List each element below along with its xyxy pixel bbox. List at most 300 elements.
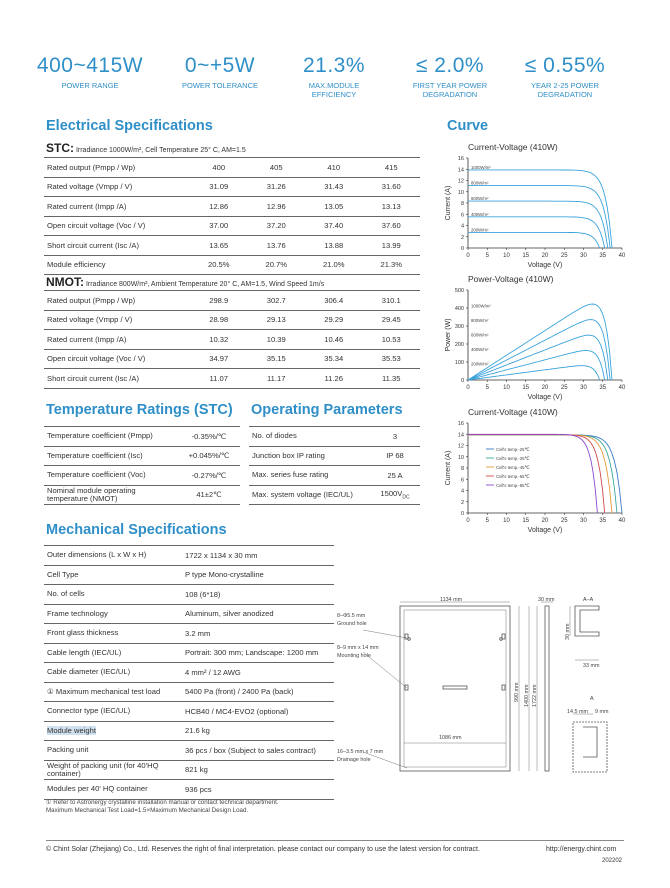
x-tick-label: 10: [503, 518, 510, 524]
spec-cell: 10.53: [363, 330, 421, 350]
param-value-text: Portrait: 300 mm; Landscape: 1200 mm: [185, 648, 319, 658]
param-value-text: P type Mono-crystalline: [185, 570, 264, 580]
y-tick-label: 2: [460, 499, 464, 506]
spec-row-label: Rated current (Impp /A): [44, 197, 190, 217]
operating-title: Operating Parameters: [251, 402, 403, 418]
thickness-dimension: 30 mm: [538, 597, 555, 603]
spec-cell: 31.09: [190, 177, 248, 197]
param-label: [249, 446, 370, 466]
detail-dimension-b: 9 mm: [595, 709, 609, 715]
param-row: [249, 485, 420, 505]
spec-cell: 10.39: [248, 330, 306, 350]
temperature-table: [44, 426, 240, 505]
dimension-1400: 1400 mm: [524, 684, 530, 707]
param-row: [44, 466, 240, 486]
electrical-title: Electrical Specifications: [46, 118, 213, 134]
param-label: [44, 446, 178, 466]
nmot-note: Irradiance 800W/m², Ambient Temperature 20° C, AM=1.5, Wind Speed 1m/s: [85, 281, 325, 288]
param-value-text: Aluminum, silver anodized: [185, 609, 274, 619]
y-tick-label: 300: [454, 324, 464, 330]
inner-width-dimension: 1086 mm: [439, 735, 462, 741]
param-value-text: 108 (6*18): [185, 589, 221, 599]
y-tick-label: 2: [460, 234, 464, 241]
series-label: 400W/m²: [471, 211, 489, 217]
y-tick-label: 12: [457, 443, 464, 450]
key-value-number: 0~+5W: [184, 54, 256, 77]
y-tick-label: 0: [460, 378, 464, 384]
x-tick-label: 25: [560, 518, 568, 524]
series-label: 200W/m²: [471, 227, 489, 233]
operating-table: [249, 426, 420, 505]
param-value: [370, 466, 420, 486]
y-tick-label: 16: [457, 156, 464, 162]
param-value: [182, 760, 334, 780]
param-label-text: Temperature coefficient (Voc): [47, 470, 146, 480]
front-view: [363, 602, 537, 771]
param-label: [44, 643, 182, 663]
param-label: [44, 780, 182, 800]
param-row: [249, 446, 420, 466]
series-label: 600W/m²: [471, 332, 489, 338]
series-line: [468, 332, 608, 380]
param-row: [44, 663, 334, 683]
x-tick-label: 0: [466, 385, 470, 391]
x-tick-label: 20: [541, 518, 549, 524]
x-tick-label: 20: [541, 385, 549, 391]
key-value-1: [160, 54, 280, 90]
spec-cell: 37.20: [248, 216, 306, 236]
param-label-text: Nominal module operating temperature (NMOT): [47, 485, 136, 503]
series-line: [468, 435, 622, 513]
param-label: [249, 466, 370, 486]
param-label: [44, 663, 182, 683]
param-value-text: 936 pcs: [185, 784, 212, 794]
param-value-text: -0.27%/℃: [191, 470, 227, 480]
param-value-text: +0.045%/℃: [188, 451, 230, 461]
spec-row-label: Rated voltage (Vmpp / V): [44, 177, 190, 197]
key-value-0: [30, 54, 150, 90]
spec-cell: 35.15: [248, 349, 306, 369]
x-tick-label: 30: [580, 518, 587, 524]
param-label-text: No. of cells: [47, 589, 85, 599]
x-tick-label: 25: [560, 253, 568, 259]
x-axis-label: Voltage (V): [527, 527, 563, 534]
param-value: [178, 485, 240, 505]
y-tick-label: 8: [460, 466, 464, 472]
spec-cell: 20.5%: [190, 255, 248, 275]
param-label-text: No. of diodes: [252, 431, 297, 441]
spec-cell: 29.45: [363, 310, 421, 330]
param-value-text: 4 mm² / 12 AWG: [185, 667, 241, 677]
param-value: [182, 565, 334, 585]
iv-chart-irradiance: [440, 140, 635, 270]
y-tick-label: 4: [460, 223, 464, 230]
spec-cell: 37.60: [363, 216, 421, 236]
param-value-text: 21.6 kg: [185, 726, 210, 736]
spec-cell: 37.00: [190, 216, 248, 236]
spec-row-label: Rated current (Impp /A): [44, 330, 190, 350]
y-tick-label: 400: [454, 306, 464, 312]
param-row: [44, 485, 240, 505]
param-row: [44, 585, 334, 605]
spec-row: [44, 369, 420, 389]
series-line: [468, 232, 600, 248]
param-value: [182, 663, 334, 683]
x-tick-label: 10: [503, 385, 510, 391]
x-tick-label: 40: [618, 385, 626, 391]
param-value: [370, 446, 420, 466]
series-label: Cell's temp.-45℃: [496, 465, 530, 470]
key-value-label: MAX.MODULE EFFICIENCY: [308, 81, 360, 99]
stc-label: STC:: [46, 141, 74, 155]
y-axis-label: Current (A): [445, 450, 452, 486]
ground-hole-size: 8–Φ5.5 mm: [337, 613, 366, 619]
spec-cell: 21.3%: [363, 255, 421, 275]
param-label-text: Front glass thickness: [47, 628, 119, 638]
spec-cell: 34.97: [190, 349, 248, 369]
key-value-number: 21.3%: [302, 54, 366, 77]
param-label: [44, 721, 182, 741]
param-label: [249, 427, 370, 447]
drainage-hole-size: 16–3.5 mm x 7 mm: [337, 749, 384, 755]
series-line: [468, 201, 608, 248]
pv-chart-irradiance: [440, 272, 635, 404]
y-tick-label: 14: [457, 167, 464, 174]
section-mark: A: [590, 696, 594, 702]
x-tick-label: 15: [522, 385, 530, 391]
key-value-number: 400~415W: [36, 54, 144, 77]
param-label-text: Cable diameter (IEC/UL): [47, 667, 131, 677]
curve-title: Curve: [447, 118, 489, 134]
param-label: [44, 585, 182, 605]
param-row: [44, 682, 334, 702]
mechanical-note: [46, 799, 279, 815]
param-label: [249, 485, 370, 505]
param-row: [249, 427, 420, 447]
param-value-text: IP 68: [386, 451, 404, 461]
mounting-hole-label: Mounting hole: [337, 653, 371, 659]
spec-row-label: Short circuit current (Isc /A): [44, 369, 190, 389]
spec-cell: 12.86: [190, 197, 248, 217]
param-value-text: HCB40 / MC4-EVO2 (optional): [185, 706, 289, 716]
y-tick-label: 6: [460, 477, 464, 484]
dimension-990: 990 mm: [514, 682, 520, 702]
spec-cell: 31.60: [363, 177, 421, 197]
series-label: Cell's temp.-25℃: [496, 456, 530, 461]
spec-cell: 11.07: [190, 369, 248, 389]
param-value-text: 1500V: [380, 488, 403, 498]
param-label: [44, 604, 182, 624]
param-value: [182, 624, 334, 644]
spec-row: [44, 236, 420, 256]
param-value: [178, 427, 240, 447]
param-row: [44, 565, 334, 585]
param-value: [178, 466, 240, 486]
spec-cell: 11.17: [248, 369, 306, 389]
param-value-text: 25 A: [387, 470, 403, 480]
param-value-text: 3: [392, 431, 398, 441]
key-value-label: YEAR 2-25 POWER DEGRADATION: [531, 81, 599, 99]
param-label: [44, 682, 182, 702]
param-label-text: Outer dimensions (L x W x H): [47, 550, 147, 560]
spec-cell: 10.46: [305, 330, 363, 350]
param-value: [182, 643, 334, 663]
param-value: [182, 546, 334, 566]
y-tick-label: 0: [460, 511, 464, 517]
series-label: Cell's temp.-85℃: [496, 483, 530, 488]
x-tick-label: 20: [541, 253, 549, 259]
spec-cell: 13.65: [190, 236, 248, 256]
param-value-text: 41±2℃: [196, 490, 222, 500]
stc-heading: [46, 141, 246, 155]
series-label: 1000W/m²: [471, 164, 491, 170]
param-label: [44, 741, 182, 761]
series-label: Cell's temp.-25℃: [496, 447, 530, 452]
spec-cell: 12.96: [248, 197, 306, 217]
param-label: [44, 466, 178, 486]
param-value-text: 36 pcs / box (Subject to sales contract): [185, 745, 316, 755]
section-aa-label: A–A: [583, 597, 594, 603]
x-tick-label: 30: [580, 385, 587, 391]
detail-dimension-a: 14.5 mm: [567, 709, 588, 715]
x-tick-label: 10: [503, 253, 510, 259]
x-tick-label: 35: [599, 253, 607, 259]
param-label-text: Max. system voltage (IEC/UL): [252, 489, 353, 499]
spec-row-label: Module efficiency: [44, 255, 190, 275]
spec-cell: 21.0%: [305, 255, 363, 275]
y-axis-label: Power (W): [445, 318, 452, 352]
param-label-text: Connector type (IEC/UL): [47, 706, 131, 716]
spec-cell: 310.1: [363, 291, 421, 311]
chart-title: Current-Voltage (410W): [468, 407, 558, 417]
key-value-label: POWER RANGE: [61, 81, 119, 90]
dimension-1722: 1722 mm: [532, 684, 538, 707]
series-line: [468, 170, 612, 248]
key-value-2: [274, 54, 394, 99]
footer-code: 202202: [602, 858, 623, 864]
param-row: [44, 780, 334, 800]
param-label: [44, 565, 182, 585]
spec-cell: 29.29: [305, 310, 363, 330]
spec-cell: 400: [190, 158, 248, 178]
note-line-2: Maximum Mechanical Test Load=1.5×Maximum Mechanical Design Load.: [46, 807, 249, 814]
series-label: 800W/m²: [471, 318, 489, 324]
footer-url-link[interactable]: http://energy.chint.com: [546, 846, 617, 853]
param-row: [44, 604, 334, 624]
spec-cell: 13.05: [305, 197, 363, 217]
spec-cell: 28.98: [190, 310, 248, 330]
param-label: [44, 702, 182, 722]
key-value-4: [505, 54, 625, 99]
frame-section: [570, 606, 599, 660]
spec-cell: 11.26: [305, 369, 363, 389]
series-line: [468, 435, 617, 513]
spec-row: [44, 197, 420, 217]
x-tick-label: 35: [599, 385, 607, 391]
spec-cell: 31.43: [305, 177, 363, 197]
param-value: [370, 427, 420, 447]
param-label-text: Cell Type: [47, 569, 79, 579]
param-value-text: 821 kg: [185, 765, 208, 775]
spec-row: [44, 216, 420, 236]
y-tick-label: 4: [460, 488, 464, 495]
spec-cell: 35.53: [363, 349, 421, 369]
param-label-text: Cable length (IEC/UL): [47, 647, 122, 657]
spec-cell: 405: [248, 158, 306, 178]
frame-depth-dimension: 33 mm: [583, 663, 600, 669]
x-tick-label: 15: [522, 518, 530, 524]
series-label: 200W/m²: [471, 361, 489, 367]
y-tick-label: 14: [457, 432, 464, 439]
series-label: 1000W/m²: [471, 303, 491, 309]
x-tick-label: 40: [618, 253, 626, 259]
param-value: [182, 741, 334, 761]
spec-row-label: Rated output (Pmpp / Wp): [44, 291, 190, 311]
spec-row-label: Open circuit voltage (Voc / V): [44, 216, 190, 236]
param-value-text: 3.2 mm: [185, 628, 211, 638]
param-value: [182, 585, 334, 605]
spec-cell: 13.13: [363, 197, 421, 217]
y-tick-label: 500: [454, 288, 464, 294]
param-label-text: Module weight: [47, 725, 96, 735]
spec-cell: 35.34: [305, 349, 363, 369]
mechanical-title: Mechanical Specifications: [46, 522, 227, 538]
width-dimension: 1134 mm: [440, 597, 463, 603]
series-label: 600W/m²: [471, 196, 489, 202]
spec-row-label: Rated voltage (Vmpp / V): [44, 310, 190, 330]
spec-cell: 13.88: [305, 236, 363, 256]
param-value-text: -0.35%/℃: [191, 431, 227, 441]
param-value-text: 1722 x 1134 x 30 mm: [185, 550, 258, 560]
spec-row-label: Short circuit current (Isc /A): [44, 236, 190, 256]
spec-row-label: Open circuit voltage (Voc / V): [44, 349, 190, 369]
y-tick-label: 10: [457, 189, 464, 196]
note-line-1: ① Refer to Astronergy crystalline installation manual or contact technical department.: [46, 799, 279, 806]
param-value-subscript: DC: [402, 494, 410, 501]
key-value-number: ≤ 0.55%: [524, 54, 606, 77]
key-value-label: POWER TOLERANCE: [182, 81, 258, 90]
param-row: [44, 721, 334, 741]
param-row: [44, 702, 334, 722]
series-label: 400W/m²: [471, 347, 489, 353]
param-label-text: Junction box IP rating: [252, 450, 325, 460]
x-axis-label: Voltage (V): [527, 394, 563, 401]
param-label: [44, 427, 178, 447]
spec-cell: 29.13: [248, 310, 306, 330]
footer-copyright: © Chint Solar (Zhejiang) Co., Ltd. Reserves the right of final interpretation. please contact our company to use the latest version for contract.: [46, 846, 480, 853]
y-tick-label: 6: [460, 212, 464, 219]
key-value-number: ≤ 2.0%: [415, 54, 485, 77]
param-label-text: Weight of packing unit (for 40'HQ container): [47, 760, 159, 778]
x-tick-label: 5: [485, 385, 489, 391]
spec-cell: 298.9: [190, 291, 248, 311]
x-axis-label: Voltage (V): [527, 262, 563, 269]
param-label: [44, 760, 182, 780]
x-tick-label: 0: [466, 518, 470, 524]
spec-cell: 11.35: [363, 369, 421, 389]
param-label: [44, 485, 178, 505]
nmot-table: [44, 290, 420, 389]
x-tick-label: 25: [560, 385, 568, 391]
param-label-text: Frame technology: [47, 608, 108, 618]
param-row: [249, 466, 420, 486]
param-value: [182, 780, 334, 800]
x-tick-label: 5: [485, 253, 489, 259]
chart-title: Power-Voltage (410W): [468, 274, 554, 284]
param-value: [182, 682, 334, 702]
spec-cell: 415: [363, 158, 421, 178]
stc-table: [44, 157, 420, 275]
y-tick-label: 8: [460, 201, 464, 207]
drainage-detail: [573, 714, 607, 772]
x-tick-label: 30: [580, 253, 587, 259]
param-label-text: ① Maximum mechanical test load: [47, 686, 161, 696]
param-value: [182, 721, 334, 741]
param-label: [44, 546, 182, 566]
x-tick-label: 35: [599, 518, 607, 524]
series-line: [468, 434, 597, 513]
param-label-text: Temperature coefficient (Pmpp): [47, 431, 153, 441]
spec-row-label: Rated output (Pmpp / Wp): [44, 158, 190, 178]
param-row: [44, 427, 240, 447]
mechanical-table: [44, 545, 334, 800]
frame-height-dimension: 30 mm: [565, 623, 571, 640]
stc-note: Irradiance 1000W/m², Cell Temperature 25° C, AM=1.5: [75, 147, 246, 154]
key-value-3: [390, 54, 510, 99]
spec-cell: 302.7: [248, 291, 306, 311]
y-tick-label: 12: [457, 178, 464, 185]
spec-cell: 13.99: [363, 236, 421, 256]
spec-row: [44, 255, 420, 275]
spec-cell: 10.32: [190, 330, 248, 350]
spec-row: [44, 349, 420, 369]
spec-cell: 13.76: [248, 236, 306, 256]
series-line: [468, 435, 612, 513]
module-drawing: [335, 592, 635, 777]
x-tick-label: 15: [522, 253, 530, 259]
spec-cell: 37.40: [305, 216, 363, 236]
y-tick-label: 16: [457, 421, 464, 427]
x-tick-label: 40: [618, 518, 626, 524]
param-value: [370, 485, 420, 505]
param-row: [44, 446, 240, 466]
spec-row: [44, 310, 420, 330]
drainage-hole-label: Drainage hole: [337, 757, 371, 763]
series-line: [468, 351, 605, 381]
param-value: [182, 604, 334, 624]
x-tick-label: 0: [466, 253, 470, 259]
side-view: [541, 602, 553, 771]
ground-hole-label: Ground hole: [337, 621, 367, 627]
param-row: [44, 741, 334, 761]
spec-cell: 306.4: [305, 291, 363, 311]
param-label-text: Temperature coefficient (Isc): [47, 450, 143, 460]
param-label-text: Max. series fuse rating: [252, 470, 329, 480]
spec-row: [44, 330, 420, 350]
param-label-text: Modules per 40' HQ container: [47, 784, 148, 794]
key-value-label: FIRST YEAR POWER DEGRADATION: [412, 81, 488, 99]
spec-cell: 410: [305, 158, 363, 178]
temperature-title: Temperature Ratings (STC): [46, 402, 233, 418]
y-tick-label: 10: [457, 454, 464, 461]
series-line: [468, 435, 605, 514]
param-value-text: 5400 Pa (front) / 2400 Pa (back): [185, 687, 294, 697]
y-tick-label: 0: [460, 246, 464, 252]
param-row: [44, 643, 334, 663]
series-label: 800W/m²: [471, 180, 489, 186]
y-axis-label: Current (A): [445, 185, 452, 221]
spec-row: [44, 158, 420, 178]
